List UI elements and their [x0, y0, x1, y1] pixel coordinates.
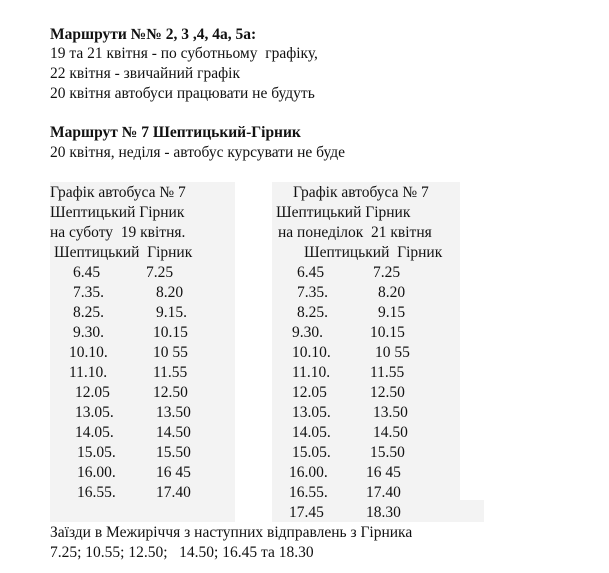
- right-row-2-hirnyk: 8.20: [378, 284, 406, 301]
- left-row-1-sheptytskyi: 6.45: [73, 264, 101, 281]
- right-row-1-hirnyk: 7.25: [373, 264, 401, 281]
- left-schedule-columns: Шептицький Гірник: [54, 244, 193, 261]
- left-row-1-hirnyk: 7.25: [146, 264, 174, 281]
- left-row-2-sheptytskyi: 7.35.: [73, 284, 104, 301]
- left-row-3-sheptytskyi: 8.25.: [73, 304, 104, 321]
- left-row-2-hirnyk: 8.20: [156, 284, 184, 301]
- right-row-11-hirnyk: 16 45: [366, 464, 401, 481]
- left-row-8-hirnyk: 13.50: [156, 404, 191, 421]
- left-row-5-hirnyk: 10 55: [153, 344, 188, 361]
- left-row-7-hirnyk: 12.50: [153, 384, 188, 401]
- right-row-2-sheptytskyi: 7.35.: [297, 284, 328, 301]
- mezhyrichchia-note: Заїзди в Межиріччя з наступних відправлень з Гірника: [50, 524, 413, 541]
- route7-notice: 20 квітня, неділя - автобус курсувати не буде: [50, 144, 346, 161]
- right-schedule-route: Шептицький Гірник: [276, 204, 411, 221]
- right-row-9-hirnyk: 14.50: [373, 424, 408, 441]
- right-row-7-hirnyk: 12.50: [370, 384, 405, 401]
- right-row-12-hirnyk: 17.40: [366, 484, 401, 501]
- left-row-6-hirnyk: 11.55: [153, 364, 188, 381]
- left-row-4-sheptytskyi: 9.30.: [73, 324, 104, 341]
- left-schedule-title: Графік автобуса № 7: [50, 184, 186, 201]
- left-row-5-sheptytskyi: 10.10.: [69, 344, 108, 361]
- left-row-7-sheptytskyi: 12.05: [75, 384, 110, 401]
- right-row-13-sheptytskyi: 17.45: [289, 504, 324, 521]
- left-row-12-hirnyk: 17.40: [156, 484, 191, 501]
- right-row-8-sheptytskyi: 13.05.: [292, 404, 331, 421]
- right-row-8-hirnyk: 13.50: [373, 404, 408, 421]
- left-row-3-hirnyk: 9.15.: [156, 304, 187, 321]
- right-row-1-sheptytskyi: 6.45: [297, 264, 325, 281]
- mezhyrichchia-times: 7.25; 10.55; 12.50; 14.50; 16.45 та 18.30: [50, 544, 314, 561]
- left-schedule-day: на суботу 19 квітня.: [50, 224, 186, 241]
- routes-line-2: 22 квітня - звичайний графік: [50, 65, 240, 82]
- right-row-3-hirnyk: 9.15: [378, 304, 406, 321]
- route7-heading: Маршрут № 7 Шептицький-Гірник: [50, 124, 301, 141]
- right-schedule-title: Графік автобуса № 7: [293, 184, 429, 201]
- routes-line-3: 20 квітня автобуси працювати не будуть: [50, 85, 315, 102]
- left-row-8-sheptytskyi: 13.05.: [75, 404, 114, 421]
- right-schedule-columns: Шептицький Гірник: [304, 244, 443, 261]
- left-schedule-route: Шептицький Гірник: [50, 204, 185, 221]
- right-schedule-day: на понеділок 21 квітня: [278, 224, 432, 241]
- right-row-5-hirnyk: 10 55: [375, 344, 410, 361]
- right-row-5-sheptytskyi: 10.10.: [292, 344, 331, 361]
- right-row-10-sheptytskyi: 15.05.: [292, 444, 331, 461]
- right-row-12-sheptytskyi: 16.55.: [289, 484, 328, 501]
- left-row-10-hirnyk: 15.50: [156, 444, 191, 461]
- right-row-4-sheptytskyi: 9.30.: [292, 324, 323, 341]
- right-row-4-hirnyk: 10.15: [370, 324, 405, 341]
- left-row-11-hirnyk: 16 45: [156, 464, 191, 481]
- left-row-12-sheptytskyi: 16.55.: [77, 484, 116, 501]
- right-schedule-table: [0, 263, 500, 523]
- right-row-6-sheptytskyi: 11.10.: [292, 364, 331, 381]
- left-row-4-hirnyk: 10.15: [153, 324, 188, 341]
- right-row-9-sheptytskyi: 14.05.: [292, 424, 331, 441]
- right-row-11-sheptytskyi: 16.00.: [289, 464, 328, 481]
- right-row-6-hirnyk: 11.55: [370, 364, 405, 381]
- left-row-6-sheptytskyi: 11.10.: [69, 364, 108, 381]
- left-row-9-sheptytskyi: 14.05.: [75, 424, 114, 441]
- routes-line-1: 19 та 21 квітня - по суботньому графіку,: [50, 45, 318, 62]
- right-row-13-hirnyk: 18.30: [366, 504, 401, 521]
- routes-heading: Маршрути №№ 2, 3 ,4, 4а, 5а:: [50, 26, 257, 43]
- left-row-9-hirnyk: 14.50: [156, 424, 191, 441]
- right-row-3-sheptytskyi: 8.25.: [297, 304, 328, 321]
- left-row-10-sheptytskyi: 15.05.: [77, 444, 116, 461]
- left-row-11-sheptytskyi: 16.00.: [77, 464, 116, 481]
- right-row-10-hirnyk: 15.50: [370, 444, 405, 461]
- right-row-7-sheptytskyi: 12.05: [292, 384, 327, 401]
